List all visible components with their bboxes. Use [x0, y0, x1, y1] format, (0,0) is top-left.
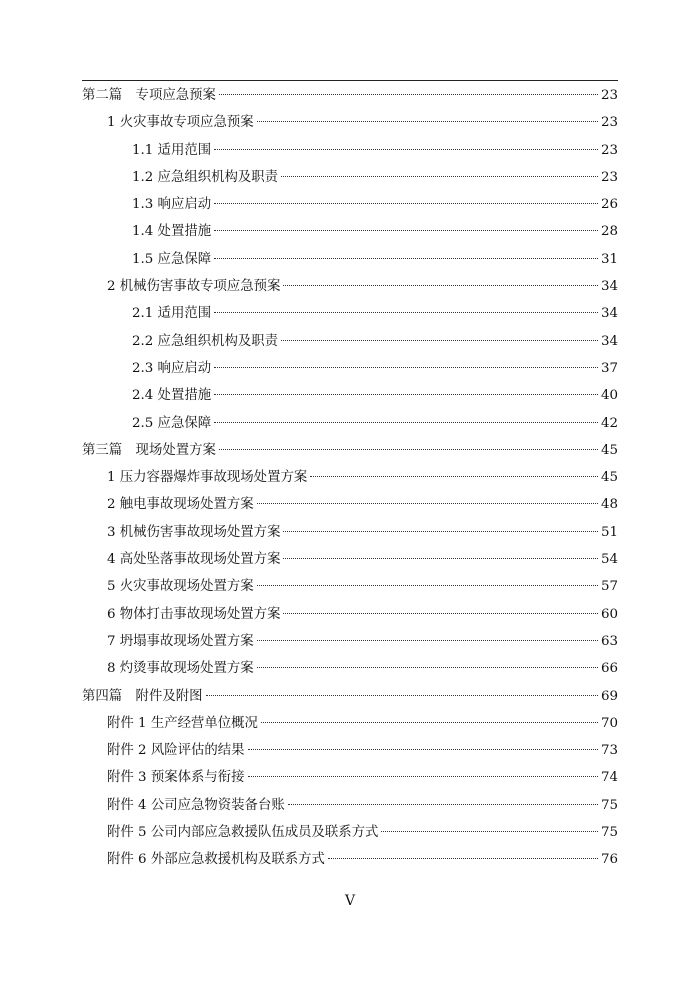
toc-dot-leader [283, 531, 597, 532]
toc-entry-label: 3 机械伤害事故现场处置方案 [107, 524, 281, 540]
toc-entry[interactable] [82, 218, 618, 245]
toc-entry-page: 66 [600, 661, 618, 677]
toc-entry[interactable] [82, 191, 618, 218]
toc-entry-label: 2.4 处置措施 [132, 388, 212, 404]
toc-entry-label: 2 触电事故现场处置方案 [107, 497, 254, 513]
toc-entry-label: 附件 2 风险评估的结果 [107, 743, 245, 759]
toc-entry-page: 23 [600, 142, 618, 158]
toc-dot-leader [214, 367, 598, 368]
toc-dot-leader [214, 312, 598, 313]
toc-dot-leader [257, 503, 598, 504]
toc-entry[interactable] [82, 792, 618, 819]
toc-entry-page: 42 [600, 415, 618, 431]
toc-entry-page: 76 [600, 852, 618, 868]
toc-dot-leader [219, 94, 598, 95]
toc-entry[interactable] [82, 546, 618, 573]
toc-entry[interactable] [82, 519, 618, 546]
toc-entry-page: 74 [600, 770, 618, 786]
toc-entry-label: 1.3 响应启动 [132, 197, 212, 213]
toc-entry-label: 1 火灾事故专项应急预案 [107, 115, 254, 131]
header-rule [82, 80, 618, 81]
toc-entry[interactable] [82, 246, 618, 273]
toc-dot-leader [381, 831, 598, 832]
toc-entry[interactable] [82, 82, 618, 109]
toc-entry[interactable] [82, 164, 618, 191]
toc-dot-leader [214, 230, 598, 231]
toc-dot-leader [261, 722, 598, 723]
toc-entry-label: 附件 6 外部应急救援机构及联系方式 [107, 852, 325, 868]
toc-dot-leader [257, 121, 598, 122]
toc-entry-label: 1.5 应急保障 [132, 251, 212, 267]
toc-entry-page: 57 [600, 579, 618, 595]
toc-entry-label: 2.3 响应启动 [132, 360, 212, 376]
toc-dot-leader [257, 585, 598, 586]
toc-entry-page: 45 [600, 470, 618, 486]
toc-entry-page: 34 [600, 306, 618, 322]
toc-entry-label: 附件 5 公司内部应急救援队伍成员及联系方式 [107, 825, 379, 841]
toc-entry-label: 8 灼烫事故现场处置方案 [107, 661, 254, 677]
toc-entry[interactable] [82, 355, 618, 382]
toc-dot-leader [214, 394, 598, 395]
toc-entry-page: 69 [600, 688, 618, 704]
toc-dot-leader [328, 858, 598, 859]
toc-dot-leader [257, 640, 598, 641]
toc-entry-label: 2.1 适用范围 [132, 306, 212, 322]
toc-dot-leader [281, 340, 598, 341]
toc-entry-page: 23 [600, 88, 618, 103]
toc-entry-page: 75 [600, 825, 618, 841]
toc-entry-label: 1.2 应急组织机构及职责 [132, 169, 279, 185]
toc-dot-leader [257, 667, 598, 668]
toc-entry-page: 75 [600, 797, 618, 813]
toc-dot-leader [214, 422, 598, 423]
toc-entry[interactable] [82, 819, 618, 846]
toc-dot-leader [248, 749, 598, 750]
toc-dot-leader [219, 449, 598, 450]
toc-entry[interactable] [82, 846, 618, 873]
toc-dot-leader [214, 203, 598, 204]
table-of-contents [82, 82, 618, 874]
toc-entry-page: 48 [600, 497, 618, 513]
toc-entry-label: 6 物体打击事故现场处置方案 [107, 606, 281, 622]
toc-entry-page: 26 [600, 197, 618, 213]
toc-entry[interactable] [82, 273, 618, 300]
toc-entry-label: 1.1 适用范围 [132, 142, 212, 158]
toc-entry-label: 5 火灾事故现场处置方案 [107, 579, 254, 595]
toc-entry-page: 60 [600, 606, 618, 622]
toc-entry[interactable] [82, 382, 618, 409]
toc-entry-page: 63 [600, 633, 618, 649]
toc-entry-label: 2.5 应急保障 [132, 415, 212, 431]
toc-entry-page: 40 [600, 388, 618, 404]
toc-dot-leader [310, 476, 598, 477]
toc-entry-label: 1.4 处置措施 [132, 224, 212, 240]
toc-dot-leader [248, 776, 598, 777]
toc-entry-page: 23 [600, 169, 618, 185]
toc-entry-page: 45 [600, 442, 618, 458]
toc-entry[interactable] [82, 683, 618, 710]
toc-entry-label: 附件 3 预案体系与衔接 [107, 770, 245, 786]
toc-entry-label: 2.2 应急组织机构及职责 [132, 333, 279, 349]
toc-entry-label: 第二篇 专项应急预案 [82, 88, 216, 103]
toc-entry[interactable] [82, 764, 618, 791]
toc-dot-leader [214, 258, 598, 259]
toc-entry-label: 1 压力容器爆炸事故现场处置方案 [107, 470, 308, 486]
toc-entry-page: 34 [600, 333, 618, 349]
toc-entry[interactable] [82, 410, 618, 437]
toc-entry-page: 73 [600, 743, 618, 759]
toc-entry[interactable] [82, 628, 618, 655]
toc-entry-page: 70 [600, 715, 618, 731]
toc-dot-leader [206, 695, 598, 696]
toc-entry-label: 附件 4 公司应急物资装备台账 [107, 797, 285, 813]
toc-entry-page: 54 [600, 552, 618, 568]
toc-entry[interactable] [82, 601, 618, 628]
toc-dot-leader [288, 804, 598, 805]
toc-entry[interactable] [82, 109, 618, 136]
toc-entry[interactable] [82, 328, 618, 355]
toc-entry[interactable] [82, 573, 618, 600]
toc-dot-leader [283, 558, 597, 559]
toc-entry-page: 34 [600, 279, 618, 295]
toc-entry[interactable] [82, 137, 618, 164]
toc-entry-label: 附件 1 生产经营单位概况 [107, 715, 258, 731]
toc-entry-page: 37 [600, 360, 618, 376]
toc-dot-leader [283, 285, 597, 286]
toc-entry-page: 51 [600, 524, 618, 540]
toc-entry-label: 4 高处坠落事故现场处置方案 [107, 552, 281, 568]
toc-entry[interactable] [82, 710, 618, 737]
toc-dot-leader [283, 613, 597, 614]
toc-entry-label: 第三篇 现场处置方案 [82, 442, 216, 458]
toc-entry-label: 第四篇 附件及附图 [82, 688, 203, 704]
toc-entry[interactable] [82, 491, 618, 518]
toc-entry-page: 23 [600, 115, 618, 131]
toc-dot-leader [281, 176, 598, 177]
toc-entry[interactable] [82, 737, 618, 764]
toc-entry-page: 31 [600, 251, 618, 267]
toc-entry-label: 7 坍塌事故现场处置方案 [107, 633, 254, 649]
toc-entry[interactable] [82, 464, 618, 491]
toc-entry-page: 28 [600, 224, 618, 240]
toc-entry[interactable] [82, 300, 618, 327]
toc-entry[interactable] [82, 437, 618, 464]
toc-entry-label: 2 机械伤害事故专项应急预案 [107, 279, 281, 295]
toc-entry[interactable] [82, 655, 618, 682]
page-number: V [344, 893, 356, 909]
toc-dot-leader [214, 149, 598, 150]
